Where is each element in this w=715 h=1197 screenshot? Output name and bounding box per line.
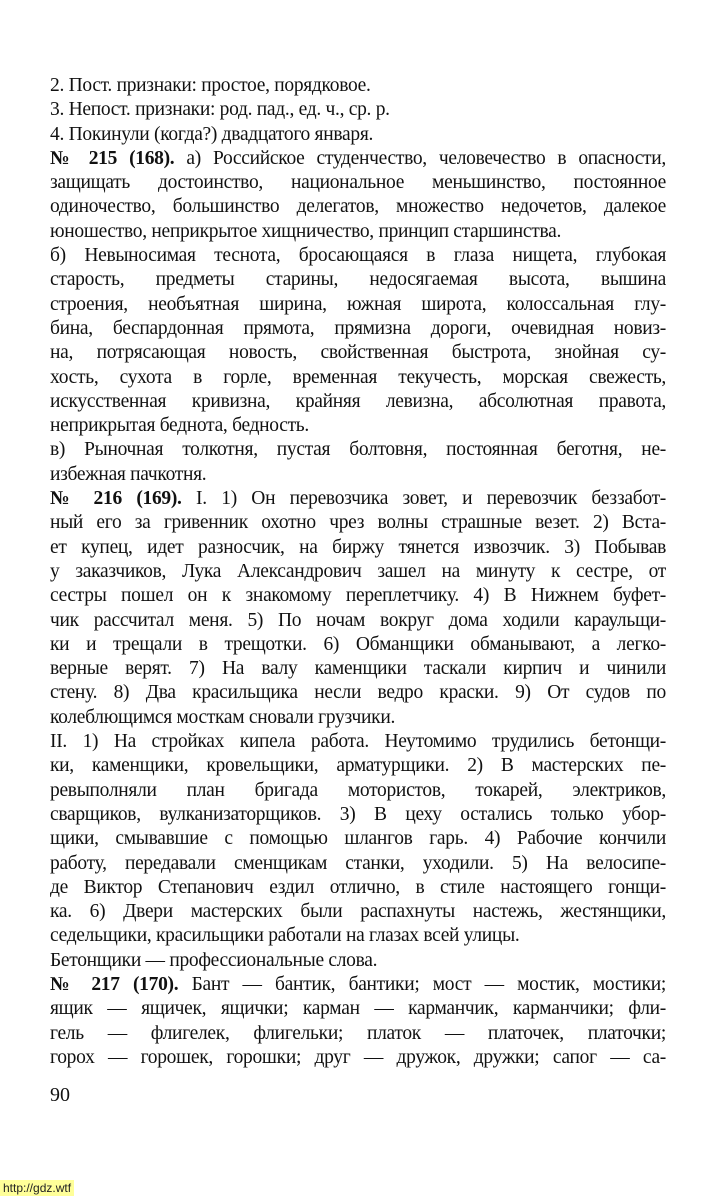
text-line [50,463,666,487]
line-text: б) Невыносимая теснота, бросающаяся в глаза нищета, глубокая [50,245,666,267]
text-line [50,779,666,803]
line-text: бина, беспардонная прямота, прямизна дороги, очевидная новиз- [50,317,666,339]
line-text: 2. Пост. признаки: простое, порядковое. [50,75,371,96]
text-line [50,706,666,730]
line-text: старость, предметы старины, недосягаемая высота, вышина [50,269,666,291]
text-line [50,924,666,948]
line-text: I. 1) Он перевозчика зовет, и перевозчик беззабот- [181,488,666,510]
line-text: ет купец, идет разносчик, на биржу тянется извозчик. 3) Побывав [50,536,666,558]
exercise-number: № 217 (170). [50,973,179,995]
line-text: де Виктор Степанович ездил отлично, в стиле настоящего гонщи- [50,876,666,898]
line-text: ный его за гривенник охотно чрез волны страшные везет. 2) Вста- [50,512,666,534]
text-line [50,900,666,924]
line-text: сварщиков, вулканизаторщиков. 3) В цеху остались только убор- [50,803,666,825]
line-text: хость, сухота в горле, временная текучесть, морская свежесть, [50,366,666,388]
text-line [50,195,666,219]
line-text: на, потрясающая новость, свойственная быстрота, знойная су- [50,342,666,364]
text-line [50,852,666,876]
line-text: юношество, неприкрытое хищничество, принцип старшинства. [50,220,562,242]
text-line [50,390,666,414]
text-line [50,414,666,438]
exercise-number: № 216 (169). [50,488,182,510]
text-line [50,803,666,827]
line-text: у заказчиков, Лука Александрович зашел на минуту к сестре, от [50,560,666,582]
text-line [50,98,666,122]
watermark-link[interactable]: http://gdz.wtf [0,1180,74,1196]
text-line [50,268,666,292]
text-line [50,244,666,268]
text-line [50,1046,666,1070]
text-line [50,147,666,171]
line-text: искусственная кривизна, крайняя левизна, абсолютная правота, [50,390,666,412]
line-text: ки и трещали в трещотки. 6) Обманщики обманывают, а легко- [50,633,666,655]
line-text: гель — флигелек, флигельки; платок — платочек, платочки; [50,1022,666,1044]
line-text: горох — горошек, горошки; друг — дружок, дружки; сапог — са- [50,1046,666,1068]
text-line [50,366,666,390]
text-line [50,997,666,1021]
document-body [50,74,666,1070]
text-line [50,220,666,244]
line-text: защищать достоинство, национальное меньшинство, постоянное [50,172,666,194]
text-line [50,171,666,195]
line-text: 4. Покинули (когда?) двадцатого января. [50,123,374,145]
line-text: стену. 8) Два красильщика несли ведро краски. 9) От судов по [50,682,666,704]
line-text: ка. 6) Двери мастерских были распахнуты настежь, жестянщики, [50,901,666,923]
line-text: ящик — ящичек, ящички; карман — карманчик, карманчики; фли- [50,998,666,1020]
text-line [50,487,666,511]
line-text: сестры пошел он к знакомому переплетчику. 4) В Нижнем буфет- [50,585,666,607]
line-text: работу, передавали сменщикам станки, уходили. 5) На велосипе- [50,852,666,874]
text-line [50,827,666,851]
line-text: верные верят. 7) На валу каменщики таскали кирпич и чинили [50,658,666,680]
text-line [50,536,666,560]
text-line [50,74,666,98]
line-text: избежная пачкотня. [50,463,207,485]
text-line [50,438,666,462]
text-line [50,754,666,778]
line-text: II. 1) На стройках кипела работа. Неутомимо трудились бетонщи- [50,731,666,753]
page-number: 90 [50,1084,70,1106]
text-line [50,609,666,633]
text-line [50,560,666,584]
line-text: Бетонщики — профессиональные слова. [50,949,378,971]
text-line [50,584,666,608]
text-line [50,730,666,754]
line-text: одиночество, большинство делегатов, множество недочетов, далекое [50,196,666,218]
line-text: в) Рыночная толкотня, пустая болтовня, постоянная беготня, не- [50,439,666,461]
line-text: ки, каменщики, кровельщики, арматурщики. 2) В мастерских пе- [50,755,666,777]
line-text: седельщики, красильщики работали на глазах всей улицы. [50,925,520,947]
text-line [50,317,666,341]
exercise-number: № 215 (168). [50,147,175,169]
line-text: Бант — бантик, бантики; мост — мостик, мостики; [178,973,666,995]
line-text: неприкрытая беднота, бедность. [50,415,309,437]
line-text: ревыполняли план бригада мотористов, токарей, электриков, [50,779,666,801]
text-line [50,341,666,365]
line-text: чик рассчитал меня. 5) По ночам вокруг дома ходили караульщи- [50,609,666,631]
text-line [50,949,666,973]
line-text: 3. Непост. признаки: род. пад., ед. ч., ср. р. [50,99,390,121]
line-text: строения, необъятная ширина, южная широта, колоссальная глу- [50,293,666,315]
text-line [50,123,666,147]
text-line [50,633,666,657]
text-line [50,876,666,900]
line-text: колеблющимся мосткам сновали грузчики. [50,706,396,728]
text-line [50,973,666,997]
text-line [50,657,666,681]
text-line [50,511,666,535]
text-line [50,1022,666,1046]
text-line [50,293,666,317]
line-text: а) Российское студенчество, человечество в опасности, [174,147,666,169]
line-text: щики, смывавшие с помощью шлангов гарь. 4) Рабочие кончили [50,828,666,850]
text-line [50,681,666,705]
